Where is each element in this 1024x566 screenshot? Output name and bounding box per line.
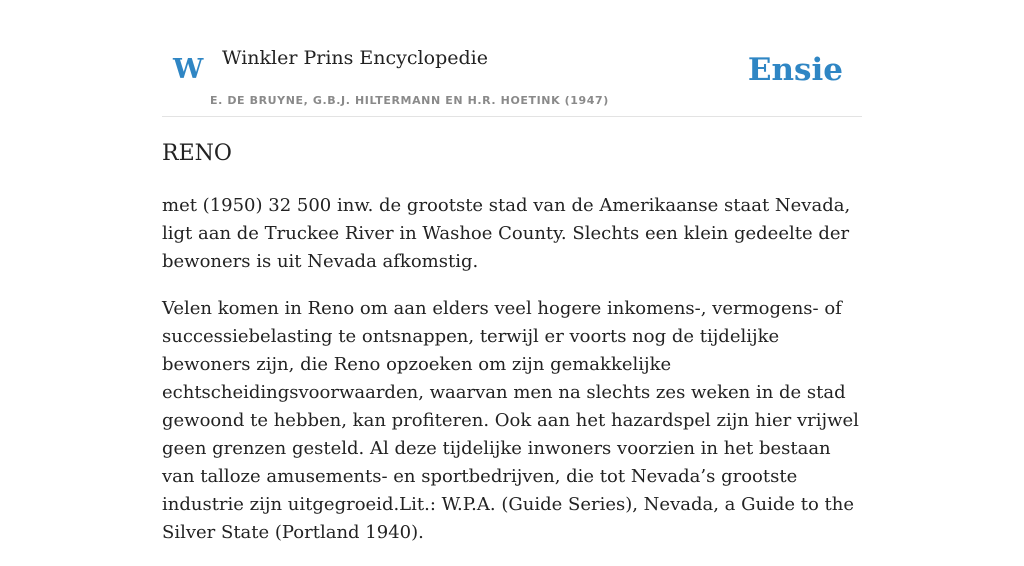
encyclopedia-title[interactable]: Winkler Prins Encyclopedie [222, 47, 488, 69]
logo-w-icon[interactable]: W [173, 54, 204, 85]
article-paragraph: Velen komen in Reno om aan elders veel hogere inkomens-, vermogens- of successiebelasting te ontsnappen, terwijl er voorts nog de tijdelijke bewoners zijn, die Reno opzoeken om zijn gemakkelijke echtscheidingsvoorwaarden, waarvan men na slechts zes weken in de stad gewoond te hebben, kan profiteren. Ook aan het hazardspel zijn hier vrijwel geen grenzen gesteld. Al deze tijdelijke inwoners voorzien in het bestaan van talloze amusements- en sportbedrijven, die tot Nevada’s grootste industrie zijn uitgegroeid.Lit.: W.P.A. (Guide Series), Nevada, a Guide to the Silver State (Portland 1940). [162, 298, 859, 543]
encyclopedia-authors: E. DE BRUYNE, G.B.J. HILTERMANN EN H.R. HOETINK (1947) [210, 94, 609, 107]
ensie-logo[interactable]: Ensie [747, 52, 843, 88]
article-title: RENO [162, 141, 232, 166]
header [162, 0, 862, 117]
article-paragraph: met (1950) 32 500 inw. de grootste stad van de Amerikaanse staat Nevada, ligt aan de Truckee River in Washoe County. Slechts een klein gedeelte der bewoners is uit Nevada afkomstig. [162, 195, 851, 272]
article-body [162, 192, 862, 566]
